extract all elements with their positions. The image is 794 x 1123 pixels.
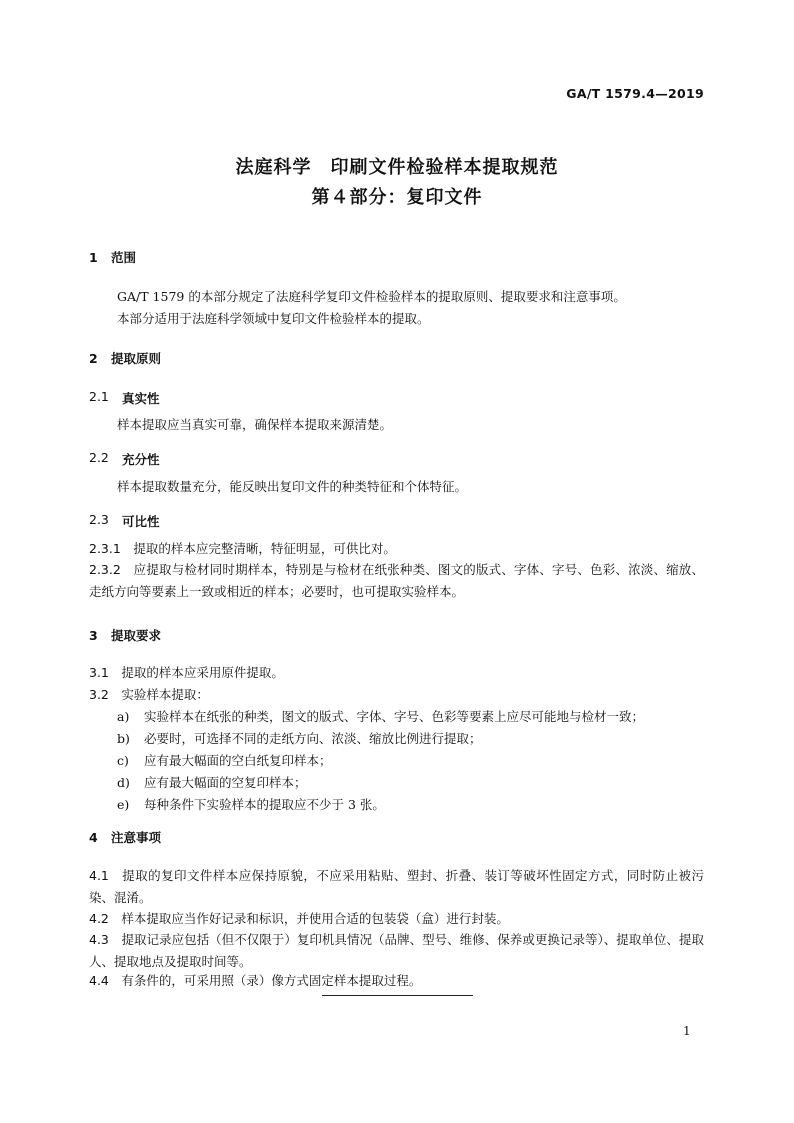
subsection-2-3-title: 可比性 (122, 514, 160, 529)
section-title: 提取原则 (111, 351, 162, 366)
list-item-a (117, 706, 644, 728)
clause-number: 3.1 (89, 665, 109, 680)
clause-number: 3.2 (89, 687, 109, 702)
subsection-2-2-title: 充分性 (122, 452, 160, 467)
clause-2-3-2 (89, 559, 704, 603)
section-number: 3 (89, 628, 98, 643)
page-number: 1 (683, 1024, 691, 1038)
clause-text: 实验样本提取： (121, 687, 209, 702)
section-4-heading (89, 828, 161, 846)
list-marker: c) (117, 753, 129, 768)
clause-text: 提取的样本应完整清晰，特征明显，可供比对。 (133, 541, 396, 556)
clause-4-2 (89, 908, 509, 930)
clause-text: 提取的样本应采用原件提取。 (121, 665, 284, 680)
section-number: 2 (89, 351, 98, 366)
list-item-b (117, 728, 482, 750)
list-item-text: 必要时，可选择不同的走纸方向、浓淡、缩放比例进行提取； (144, 731, 482, 746)
subsection-2-2-number: 2.2 (89, 450, 109, 465)
subsection-2-1-number: 2.1 (89, 389, 109, 404)
clause-number: 4.4 (89, 973, 109, 988)
clause-number: 4.2 (89, 911, 109, 926)
clause-4-3 (89, 929, 704, 973)
section-3-heading (89, 626, 161, 644)
section-2-heading (89, 349, 161, 367)
clause-number: 4.3 (89, 932, 109, 947)
document-title: 法庭科学 印刷文件检验样本提取规范 (235, 157, 559, 178)
clause-4-4 (89, 970, 421, 992)
list-item-text: 应有最大幅面的空白纸复印样本； (144, 753, 332, 768)
clause-number: 2.3.1 (89, 541, 121, 556)
clause-text: 有条件的，可采用照（录）像方式固定样本提取过程。 (121, 973, 422, 988)
list-marker: e) (117, 797, 130, 812)
list-item-e (117, 794, 385, 816)
section-number: 4 (89, 830, 98, 845)
list-marker: a) (117, 709, 130, 724)
section-title: 提取要求 (111, 628, 162, 643)
end-rule (322, 995, 473, 996)
list-item-text: 应有最大幅面的空复印样本； (144, 775, 307, 790)
clause-text: 提取记录应包括（但不仅限于）复印机具情况（品牌、型号、维修、保养或更换记录等）、提取单位、提取人、提取地点及提取时间等。 (89, 932, 704, 969)
list-item-text: 实验样本在纸张的种类，图文的版式、字体、字号、色彩等要素上应尽可能地与检材一致； (144, 709, 645, 724)
subsection-2-3-number: 2.3 (89, 512, 109, 527)
section-1-paragraph-2: 本部分适用于法庭科学领域中复印文件检验样本的提取。 (117, 311, 430, 326)
subsection-2-2-text: 样本提取数量充分，能反映出复印文件的种类特征和个体特征。 (117, 479, 468, 494)
list-marker: d) (117, 775, 130, 790)
list-item-c (117, 750, 332, 772)
list-item-d (117, 772, 307, 794)
standard-number: GA/T 1579.4—2019 (566, 86, 704, 101)
clause-2-3-1 (89, 538, 396, 560)
document-subtitle: 第４部分：复印文件 (311, 187, 483, 208)
clause-number: 4.1 (89, 868, 109, 883)
list-marker: b) (117, 731, 130, 746)
clause-text: 样本提取应当作好记录和标识，并使用合适的包装袋（盒）进行封装。 (121, 911, 509, 926)
section-title: 注意事项 (111, 830, 162, 845)
clause-4-1 (89, 865, 704, 909)
clause-number: 2.3.2 (89, 562, 121, 577)
clause-3-2 (89, 684, 209, 706)
subsection-2-1-text: 样本提取应当真实可靠，确保样本提取来源清楚。 (117, 417, 393, 432)
clause-text: 应提取与检材同时期样本，特别是与检材在纸张种类、图文的版式、字体、字号、色彩、浓淡、缩放、走纸方向等要素上一致或相近的样本；必要时，也可提取实验样本。 (89, 562, 704, 599)
subsection-2-1-title: 真实性 (122, 391, 160, 406)
list-item-text: 每种条件下实验样本的提取应不少于 3 张。 (144, 797, 385, 812)
section-1-paragraph-1: GA/T 1579 的本部分规定了法庭科学复印文件检验样本的提取原则、提取要求和注意事项。 (117, 289, 626, 304)
section-title: 范围 (111, 250, 137, 265)
section-1-heading (89, 248, 136, 266)
clause-text: 提取的复印文件样本应保持原貌，不应采用粘贴、塑封、折叠、装订等破坏性固定方式，同时防止被污染、混淆。 (89, 868, 704, 905)
section-number: 1 (89, 250, 98, 265)
clause-3-1 (89, 662, 284, 684)
